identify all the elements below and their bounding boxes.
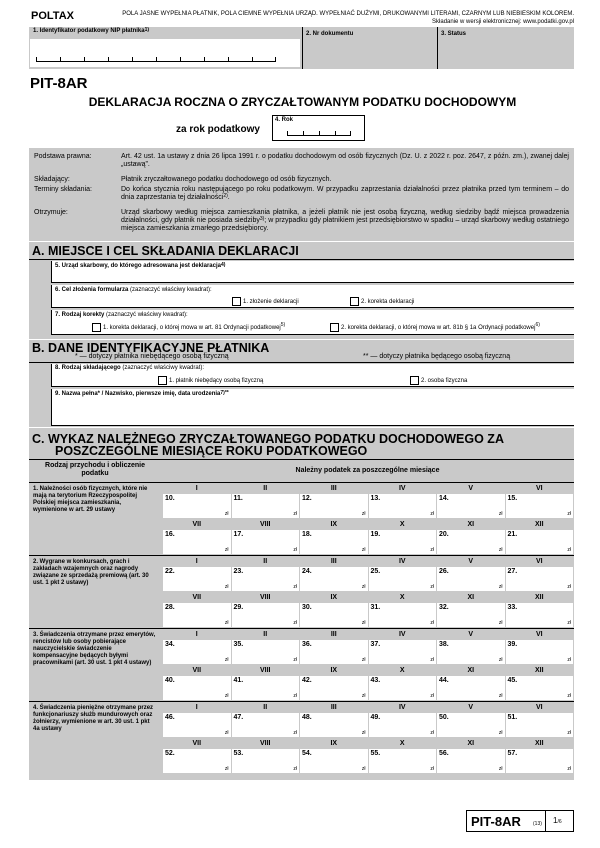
month-label: IV <box>369 630 437 640</box>
currency-label: zł <box>430 730 434 736</box>
tax-amount-field[interactable] <box>300 567 368 591</box>
legal-basis-text: Art. 42 ust. 1a ustawy z dnia 26 lipca 1991 r. o podatku dochodowym od osób fizycznych (Dz. U. z 2022 r. poz. 2647, z późn. zm.), zwanej dalej „ustawą”. <box>121 153 569 168</box>
tax-amount-field[interactable] <box>506 713 574 737</box>
month-label: VI <box>506 630 574 640</box>
month-label: VI <box>506 484 574 494</box>
currency-label: zł <box>224 693 229 699</box>
currency-label: zł <box>567 620 571 626</box>
currency-label: zł <box>430 620 434 626</box>
currency-label: zł <box>567 547 571 553</box>
month-label: II <box>232 630 300 640</box>
month-label: III <box>300 630 368 640</box>
year-tick-row <box>287 131 351 136</box>
tax-amount-field[interactable] <box>369 676 437 700</box>
currency-label: zł <box>224 547 229 553</box>
tax-amount-field[interactable] <box>300 494 368 518</box>
tax-amount-field[interactable] <box>506 530 574 554</box>
section-rule <box>29 482 574 483</box>
field-number: 32. <box>439 604 449 611</box>
field-number: 19. <box>370 531 381 538</box>
currency-label: zł <box>498 511 503 517</box>
tax-amount-field[interactable] <box>369 749 437 773</box>
tax-amount-field[interactable] <box>232 530 300 554</box>
tax-office-field[interactable] <box>51 261 574 283</box>
field-number: 33. <box>507 604 518 611</box>
month-label: I <box>163 703 231 713</box>
purpose-label: 6. Cel złożenia formularza (zaznaczyć właściwy kwadrat): <box>55 287 212 293</box>
tax-amount-field[interactable] <box>232 603 300 627</box>
currency-label: zł <box>293 547 297 553</box>
month-label: II <box>232 484 300 494</box>
doc-number-label: 2. Nr dokumentu <box>306 31 354 37</box>
month-label: X <box>369 520 437 530</box>
currency-label: zł <box>567 766 571 772</box>
row-separator <box>29 555 574 556</box>
currency-label: zł <box>224 620 229 626</box>
note-natural-person: ** — dotyczy płatnika będącego osobą fizyczną <box>363 353 511 360</box>
tax-amount-field[interactable] <box>506 640 574 664</box>
currency-label: zł <box>293 584 297 590</box>
month-label: II <box>232 703 300 713</box>
field-number: 46. <box>165 714 175 721</box>
field-number: 12. <box>302 495 312 502</box>
field-number: 28. <box>165 604 175 611</box>
full-name-field[interactable] <box>51 389 574 426</box>
tax-amount-field[interactable] <box>437 749 505 773</box>
filer-type-label: 8. Rodzaj składającego (zaznaczyć właściwy kwadrat): <box>55 365 205 371</box>
tax-amount-field[interactable] <box>506 676 574 700</box>
month-label: VIII <box>232 593 300 603</box>
header-divider <box>302 27 303 69</box>
currency-label: zł <box>361 584 366 590</box>
tax-amount-field[interactable] <box>300 676 368 700</box>
field-number: 55. <box>370 750 381 757</box>
tax-amount-field[interactable] <box>163 676 231 700</box>
month-label: XII <box>506 666 574 676</box>
legal-info-block <box>29 148 574 241</box>
currency-label: zł <box>567 584 571 590</box>
filer-type-field <box>51 364 574 387</box>
footer-form-code: PIT-8AR <box>471 814 521 829</box>
income-type-label: 2. Wygrane w konkursach, grach i zakładach wzajemnych oraz nagrody związane ze sprzedażą premiową (art. 30 ust. 1 pkt 2 ustawy) <box>33 559 149 586</box>
field-number: 39. <box>507 641 518 648</box>
currency-label: zł <box>498 584 503 590</box>
tax-amount-field[interactable] <box>300 603 368 627</box>
filer-option-entity[interactable]: 1. płatnik niebędący osobą fizyczną <box>158 376 263 385</box>
recipient-label: Otrzymuje: <box>34 209 68 216</box>
field-number: 24. <box>302 568 312 575</box>
tax-amount-field[interactable] <box>506 494 574 518</box>
month-label: VII <box>163 666 231 676</box>
field-number: 38. <box>439 641 449 648</box>
currency-label: zł <box>361 693 366 699</box>
field-number: 42. <box>302 677 312 684</box>
fill-instruction: POLA JASNE WYPEŁNIA PŁATNIK, POLA CIEMNE WYPEŁNIA URZĄD. WYPEŁNIAĆ DUŻYMI, DRUKOWANYMI LITERAMI, CZARNYM LUB NIEBIESKIM KOLOREM. <box>122 11 574 17</box>
tax-amount-field[interactable] <box>369 494 437 518</box>
currency-label: zł <box>361 511 366 517</box>
tax-amount-field[interactable] <box>232 494 300 518</box>
currency-label: zł <box>361 730 366 736</box>
field-number: 53. <box>233 750 244 757</box>
field-number: 20. <box>439 531 449 538</box>
month-label: XI <box>437 593 505 603</box>
month-label: XI <box>437 666 505 676</box>
correction-option-81[interactable]: 1. korekta deklaracji, o której mowa w art. 81 Ordynacji podatkowej$^{5)}$ <box>92 323 285 332</box>
field-number: 30. <box>302 604 312 611</box>
field-number: 16. <box>165 531 175 538</box>
month-label: VIII <box>232 520 300 530</box>
field-number: 18. <box>302 531 312 538</box>
month-label: XII <box>506 739 574 749</box>
tax-amount-field[interactable] <box>163 530 231 554</box>
tax-amount-field[interactable] <box>369 530 437 554</box>
month-label: IX <box>300 520 368 530</box>
section-rule <box>29 362 574 363</box>
tax-amount-field[interactable] <box>369 567 437 591</box>
field-number: 48. <box>302 714 312 721</box>
currency-label: zł <box>224 584 229 590</box>
field-number: 27. <box>507 568 518 575</box>
note-legal-entity: * — dotyczy płatnika niebędącego osobą fizyczną <box>75 353 229 360</box>
tax-amount-field[interactable] <box>506 603 574 627</box>
currency-label: zł <box>361 620 366 626</box>
field-number: 10. <box>165 495 175 502</box>
field-number: 13. <box>370 495 381 502</box>
currency-label: zł <box>567 693 571 699</box>
filer-text: Płatnik zryczałtowanego podatku dochodowego od osób fizycznych. <box>121 176 332 183</box>
checkbox[interactable] <box>410 376 419 385</box>
field-number: 57. <box>507 750 518 757</box>
currency-label: zł <box>498 620 503 626</box>
tax-amount-field[interactable] <box>369 640 437 664</box>
field-number: 40. <box>165 677 175 684</box>
nip-field[interactable] <box>30 27 300 67</box>
month-label: I <box>163 630 231 640</box>
footer-code-box <box>466 810 574 832</box>
field-number: 49. <box>370 714 381 721</box>
section-b-title: B. DANE IDENTYFIKACYJNE PŁATNIKA <box>32 341 270 355</box>
currency-label: zł <box>498 766 503 772</box>
tax-amount-field[interactable] <box>232 713 300 737</box>
field-number: 43. <box>370 677 381 684</box>
field-number: 41. <box>233 677 244 684</box>
electronic-filing-note: Składanie w wersji elektronicznej: www.podatki.gov.pl <box>432 19 574 25</box>
month-label: X <box>369 739 437 749</box>
tax-amount-field[interactable] <box>300 640 368 664</box>
income-type-label: 4. Świadczenia pieniężne otrzymane przez funkcjonariuszy służb mundurowych oraz żołnierzy, wymienione w art. 30 ust. 1 pkt 4a ustawy <box>33 705 154 732</box>
month-label: XII <box>506 520 574 530</box>
tax-amount-field[interactable] <box>437 603 505 627</box>
tax-amount-field[interactable] <box>437 567 505 591</box>
form-code: PIT-8AR <box>30 75 88 92</box>
month-label: V <box>437 557 505 567</box>
tax-amount-field[interactable] <box>437 713 505 737</box>
month-label: X <box>369 593 437 603</box>
field-number: 14. <box>439 495 449 502</box>
tax-amount-field[interactable] <box>163 494 231 518</box>
checkbox[interactable] <box>158 376 167 385</box>
tax-amount-field[interactable] <box>300 713 368 737</box>
month-label: V <box>437 484 505 494</box>
section-c-title-line2: POSZCZEGÓLNE MIESIĄCE ROKU PODATKOWEGO <box>55 444 368 458</box>
tax-amount-field[interactable] <box>506 749 574 773</box>
legal-basis-label: Podstawa prawna: <box>34 153 92 160</box>
tax-amount-field[interactable] <box>437 676 505 700</box>
field-number: 17. <box>233 531 244 538</box>
month-label: I <box>163 557 231 567</box>
month-label: IV <box>369 484 437 494</box>
currency-label: zł <box>361 766 366 772</box>
field-number: 11. <box>233 495 243 502</box>
income-type-label: 3. Świadczenia otrzymane przez emerytów, rencistów lub osoby pobierające nauczycielskie świadczenie kompensacyjne będących byłymi pracownikami (art. 30 ust. 1 pkt 4 ustawy) <box>33 632 156 666</box>
tax-amount-field[interactable] <box>300 749 368 773</box>
field-number: 45. <box>507 677 518 684</box>
currency-label: zł <box>430 547 434 553</box>
currency-label: zł <box>224 657 229 663</box>
currency-label: zł <box>293 657 297 663</box>
purpose-option-correction[interactable]: 2. korekta deklaracji <box>350 297 414 306</box>
checkbox[interactable] <box>330 323 339 332</box>
tax-year-field[interactable] <box>272 115 365 141</box>
section-a-title: A. MIEJSCE I CEL SKŁADANIA DEKLARACJI <box>32 244 299 258</box>
full-name-label: 9. Nazwa pełna* / Nazwisko, pierwsze imię, data urodzenia$^{7)**}$ <box>55 390 229 397</box>
correction-type-label: 7. Rodzaj korekty (zaznaczyć właściwy kwadrat): <box>55 312 188 318</box>
currency-label: zł <box>224 766 229 772</box>
currency-label: zł <box>361 657 366 663</box>
header-divider <box>437 27 438 69</box>
section-c <box>29 428 574 780</box>
field-number: 52. <box>165 750 175 757</box>
currency-label: zł <box>498 657 503 663</box>
section-rule <box>29 259 574 260</box>
month-label: VIII <box>232 666 300 676</box>
currency-label: zł <box>361 547 366 553</box>
field-number: 34. <box>165 641 175 648</box>
purpose-option-submit[interactable]: 1. złożenie deklaracji <box>232 297 299 306</box>
income-type-label: 1. Należności osób fizycznych, które nie mają na terytorium Rzeczypospolitej Polskiej miejsca zamieszkania, wymienione w art. 29 ustawy <box>33 486 148 513</box>
field-number: 26. <box>439 568 449 575</box>
currency-label: zł <box>498 693 503 699</box>
currency-label: zł <box>430 693 434 699</box>
tax-amount-field[interactable] <box>163 713 231 737</box>
header-id-block <box>29 27 574 69</box>
tax-amount-field[interactable] <box>163 603 231 627</box>
currency-label: zł <box>293 693 297 699</box>
row-separator <box>29 701 574 702</box>
tax-amount-field[interactable] <box>163 640 231 664</box>
tax-amount-field[interactable] <box>163 749 231 773</box>
field-number: 15. <box>507 495 518 502</box>
tax-amount-field[interactable] <box>232 749 300 773</box>
field-number: 44. <box>439 677 449 684</box>
currency-label: zł <box>224 730 229 736</box>
currency-label: zł <box>498 730 503 736</box>
field-number: 37. <box>370 641 381 648</box>
field-number: 31. <box>370 604 381 611</box>
field-number: 22. <box>165 568 175 575</box>
checkbox[interactable] <box>350 297 359 306</box>
field-number: 50. <box>439 714 449 721</box>
correction-option-81b[interactable]: 2. korekta deklaracji, o której mowa w art. 81b § 1a Ordynacji podatkowej$^{6)}$ <box>330 323 540 332</box>
month-label: IX <box>300 666 368 676</box>
month-label: III <box>300 703 368 713</box>
deadline-text: Do końca stycznia roku następującego po roku podatkowym. W przypadku zaprzestania działalności przez płatnika przed tym terminem – do dnia zaprzestania tej działalności$^{2)}$. <box>121 186 569 201</box>
currency-label: zł <box>293 620 297 626</box>
filer-option-person[interactable]: 2. osoba fizyczna <box>410 376 467 385</box>
currency-label: zł <box>293 730 297 736</box>
tax-amount-field[interactable] <box>437 640 505 664</box>
field-number: 51. <box>507 714 518 721</box>
currency-label: zł <box>224 511 229 517</box>
form-title: DEKLARACJA ROCZNA O ZRYCZAŁTOWANYM PODATKU DOCHODOWYM <box>88 95 517 109</box>
page-number: 1/6 <box>553 816 562 825</box>
month-label: VII <box>163 739 231 749</box>
month-label: V <box>437 630 505 640</box>
month-label: VI <box>506 703 574 713</box>
tax-amount-field[interactable] <box>163 567 231 591</box>
tax-amount-field[interactable] <box>369 713 437 737</box>
currency-label: zł <box>293 511 297 517</box>
month-label: VIII <box>232 739 300 749</box>
month-label: XI <box>437 520 505 530</box>
section-b <box>29 340 574 427</box>
month-label: VII <box>163 520 231 530</box>
month-label: III <box>300 557 368 567</box>
currency-label: zł <box>293 766 297 772</box>
tax-amount-field[interactable] <box>300 530 368 554</box>
currency-label: zł <box>430 657 434 663</box>
month-label: VI <box>506 557 574 567</box>
field-number: 54. <box>302 750 312 757</box>
monthly-tax-header: Należny podatek za poszczególne miesiące <box>295 467 440 474</box>
month-label: IV <box>369 703 437 713</box>
field-number: 35. <box>233 641 244 648</box>
currency-label: zł <box>430 584 434 590</box>
currency-label: zł <box>498 547 503 553</box>
footer-divider <box>545 811 546 831</box>
month-label: IX <box>300 739 368 749</box>
income-type-header: Rodzaj przychodu i obliczenie podatku <box>45 462 145 477</box>
section-rule <box>29 459 574 460</box>
filer-label: Składający: <box>34 176 70 183</box>
row-separator <box>29 628 574 629</box>
month-label: XI <box>437 739 505 749</box>
deadline-label: Terminy składania: <box>34 186 92 193</box>
month-label: I <box>163 484 231 494</box>
month-label: VII <box>163 593 231 603</box>
correction-type-field <box>51 310 574 335</box>
field-number: 36. <box>302 641 312 648</box>
section-a <box>29 242 574 339</box>
field-number: 29. <box>233 604 244 611</box>
section-c-title-line1: C. WYKAZ NALEŻNEGO ZRYCZAŁTOWANEGO PODATKU DOCHODOWEGO ZA <box>32 432 504 446</box>
month-label: V <box>437 703 505 713</box>
month-label: XII <box>506 593 574 603</box>
purpose-field <box>51 285 574 308</box>
checkbox[interactable] <box>232 297 241 306</box>
month-label: X <box>369 666 437 676</box>
currency-label: zł <box>430 766 434 772</box>
currency-label: zł <box>567 730 571 736</box>
footer-version: (13) <box>533 821 542 827</box>
nip-tick-row <box>36 57 276 62</box>
nip-label: 1. Identyfikator podatkowy NIP płatnika$^{1)}$ <box>33 27 150 34</box>
recipient-text: Urząd skarbowy według miejsca zamieszkania płatnika, a jeżeli płatnik nie jest osobą fizyczną, według siedziby bądź miejsca prowadzenia działalności, gdy płatnik nie posiada siedziby$^{3)}$; w przypadku gdy płatnikiem jest przedsiębiorstwo w spadku – urząd skarbowy według ostatniego miejsca zamieszkania zmarłego przedsiębiorcy. <box>121 209 569 232</box>
tax-year-label: za rok podatkowy <box>176 124 260 135</box>
tax-amount-field[interactable] <box>506 567 574 591</box>
field-number: 21. <box>507 531 518 538</box>
field-number: 23. <box>233 568 244 575</box>
month-label: IV <box>369 557 437 567</box>
field-number: 47. <box>233 714 244 721</box>
tax-amount-field[interactable] <box>437 530 505 554</box>
brand-label: POLTAX <box>31 10 74 22</box>
status-label: 3. Status <box>441 31 467 37</box>
checkbox[interactable] <box>92 323 101 332</box>
month-label: IX <box>300 593 368 603</box>
tax-amount-field[interactable] <box>232 640 300 664</box>
tax-amount-field[interactable] <box>437 494 505 518</box>
year-field-label: 4. Rok <box>275 117 294 123</box>
month-label: II <box>232 557 300 567</box>
currency-label: zł <box>567 657 571 663</box>
field-number: 56. <box>439 750 449 757</box>
tax-amount-field[interactable] <box>232 676 300 700</box>
tax-amount-field[interactable] <box>369 603 437 627</box>
currency-label: zł <box>430 511 434 517</box>
field-number: 25. <box>370 568 381 575</box>
tax-office-label: 5. Urząd skarbowy, do którego adresowana jest deklaracja$^{4)}$ <box>55 262 226 269</box>
month-label: III <box>300 484 368 494</box>
tax-amount-field[interactable] <box>232 567 300 591</box>
currency-label: zł <box>567 511 571 517</box>
